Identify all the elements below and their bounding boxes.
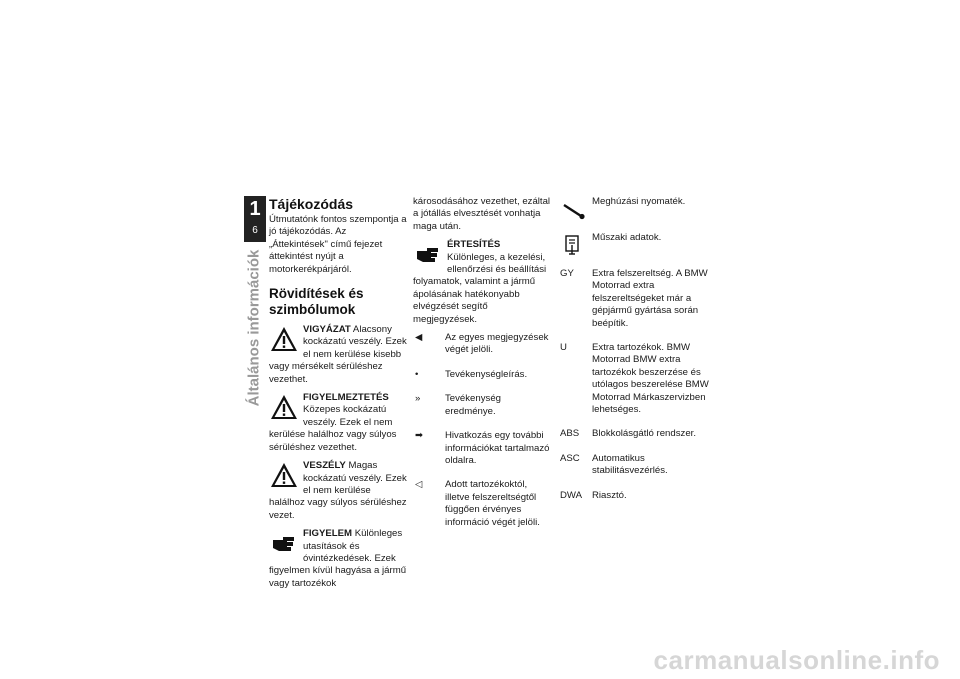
subsection-title: Rövidítések és szimbólumok [269,286,364,318]
abbreviation-list [560,268,710,502]
symbol-description: Hivatkozás egy további információkat tartalmazó oldalra. [445,430,550,466]
symbol-description: Tevékenységleírás. [445,368,528,380]
abbreviation-key: ABS [560,428,580,440]
pointing-hand-icon [269,528,299,558]
page-reference-arrow-icon: ➡ [415,430,424,442]
warning-triangle-icon [269,392,299,422]
symbol-description: Az egyes megjegyzések végét jelöli. [445,332,549,356]
notice-warning [269,392,407,454]
warning-triangle-icon [269,324,299,354]
warning-triangle-icon [269,460,299,490]
chapter-title-text: Általános információk [245,249,263,407]
notice-text: Alacsony kockázatú veszély. Ezek el nem kerülése kisebb vagy mérsékelt sérüléshez vezethet. [269,324,407,385]
chapter-title-vertical [242,248,266,408]
chapter-number: 1 [249,198,261,220]
bullet-icon: • [415,368,419,380]
technical-data-icon [560,232,592,256]
notice-keyword: FIGYELEM [303,528,353,540]
notice-text: Különleges utasítások és óvintézkedések. Ezek figyelmen kívül hagyása a jármű vagy tartozékok [269,528,407,589]
notice-keyword: VESZÉLY [303,460,346,472]
symbol-description: Tevékenység eredménye. [445,393,501,417]
list-item [413,332,553,357]
list-item [413,430,553,467]
notice-keyword: VIGYÁZAT [303,324,351,336]
notice-keyword: ÉRTESÍTÉS [447,239,501,251]
abbreviation-value: Blokkolásgátló rendszer. [592,428,696,440]
notice-text: Közepes kockázatú veszély. Ezek el nem kerülése halálhoz vagy súlyos sérüléshez vezethet. [269,404,397,453]
section-title: Tájékozódás [269,196,354,212]
notice-text: Különleges, a kezelési, ellenőrzési és beállítási folyamatok, valamint a jármű ápolásának hatékonyabb elvégzését segítő megjegyzések. [413,251,547,325]
list-item [560,453,710,478]
abbreviation-value: Riasztó. [592,489,627,501]
torque-wrench-icon [560,196,592,220]
page-number: 6 [252,225,258,236]
list-item [413,393,553,418]
list-item [560,196,710,220]
notice-text: Magas kockázatú veszély. Ezek el nem kerülése halálhoz vagy súlyos sérüléshez vezet. [269,460,407,521]
symbol-list [413,332,553,529]
list-item [560,232,710,256]
abbreviation-value: Extra felszereltség. A BMW Motorrad extra felszereltségeket már a gépjármű gyártása során beépítik. [592,268,708,329]
equipment-end-marker-icon: ◁ [415,479,423,491]
icon-description: Meghúzási nyomaték. [592,196,686,207]
column-1 [269,196,407,590]
list-item [560,428,710,440]
abbreviation-key: DWA [560,489,583,501]
continuation-paragraph: károsodásához vezethet, ezáltal a jótállás elvesztését vonhatja maga után. [413,196,551,232]
notice-caution [269,324,407,386]
column-2 [413,196,553,541]
abbreviation-value: Automatikus stabilitásvezérlés. [592,452,668,477]
notice-attention [269,528,407,590]
abbreviation-key: ASC [560,452,580,464]
list-item [560,490,710,502]
column-3 [560,196,710,514]
notice-information [413,239,553,326]
abbreviation-key: U [560,342,567,354]
list-item [560,342,710,416]
notice-keyword: FIGYELMEZTETÉS [303,392,389,404]
watermark: carmanualsonline.info [653,645,940,675]
abbreviation-value: Extra tartozékok. BMW Motorrad BMW extra tartozékok beszerzése és utólagos beszerelése BMW Motorrad Márkaszervizben lehetséges. [592,342,709,416]
result-marker-icon: » [415,393,421,405]
end-marker-icon: ◀ [415,332,423,344]
list-item [560,268,710,330]
pointing-hand-icon [413,239,443,269]
symbol-description: Adott tartozékoktól, illetve felszereltségtől függően érvényes információ végét jelöli. [445,479,540,528]
list-item [413,479,553,529]
list-item [413,369,553,381]
notice-danger [269,460,407,522]
abbreviation-key: GY [560,268,574,279]
icon-description: Műszaki adatok. [592,232,662,243]
intro-paragraph: Útmutatónk fontos szempontja a jó tájékozódás. Az „Áttekintések" című fejezet áttekintést nyújt a motorkerékpárjáról. [269,214,407,275]
